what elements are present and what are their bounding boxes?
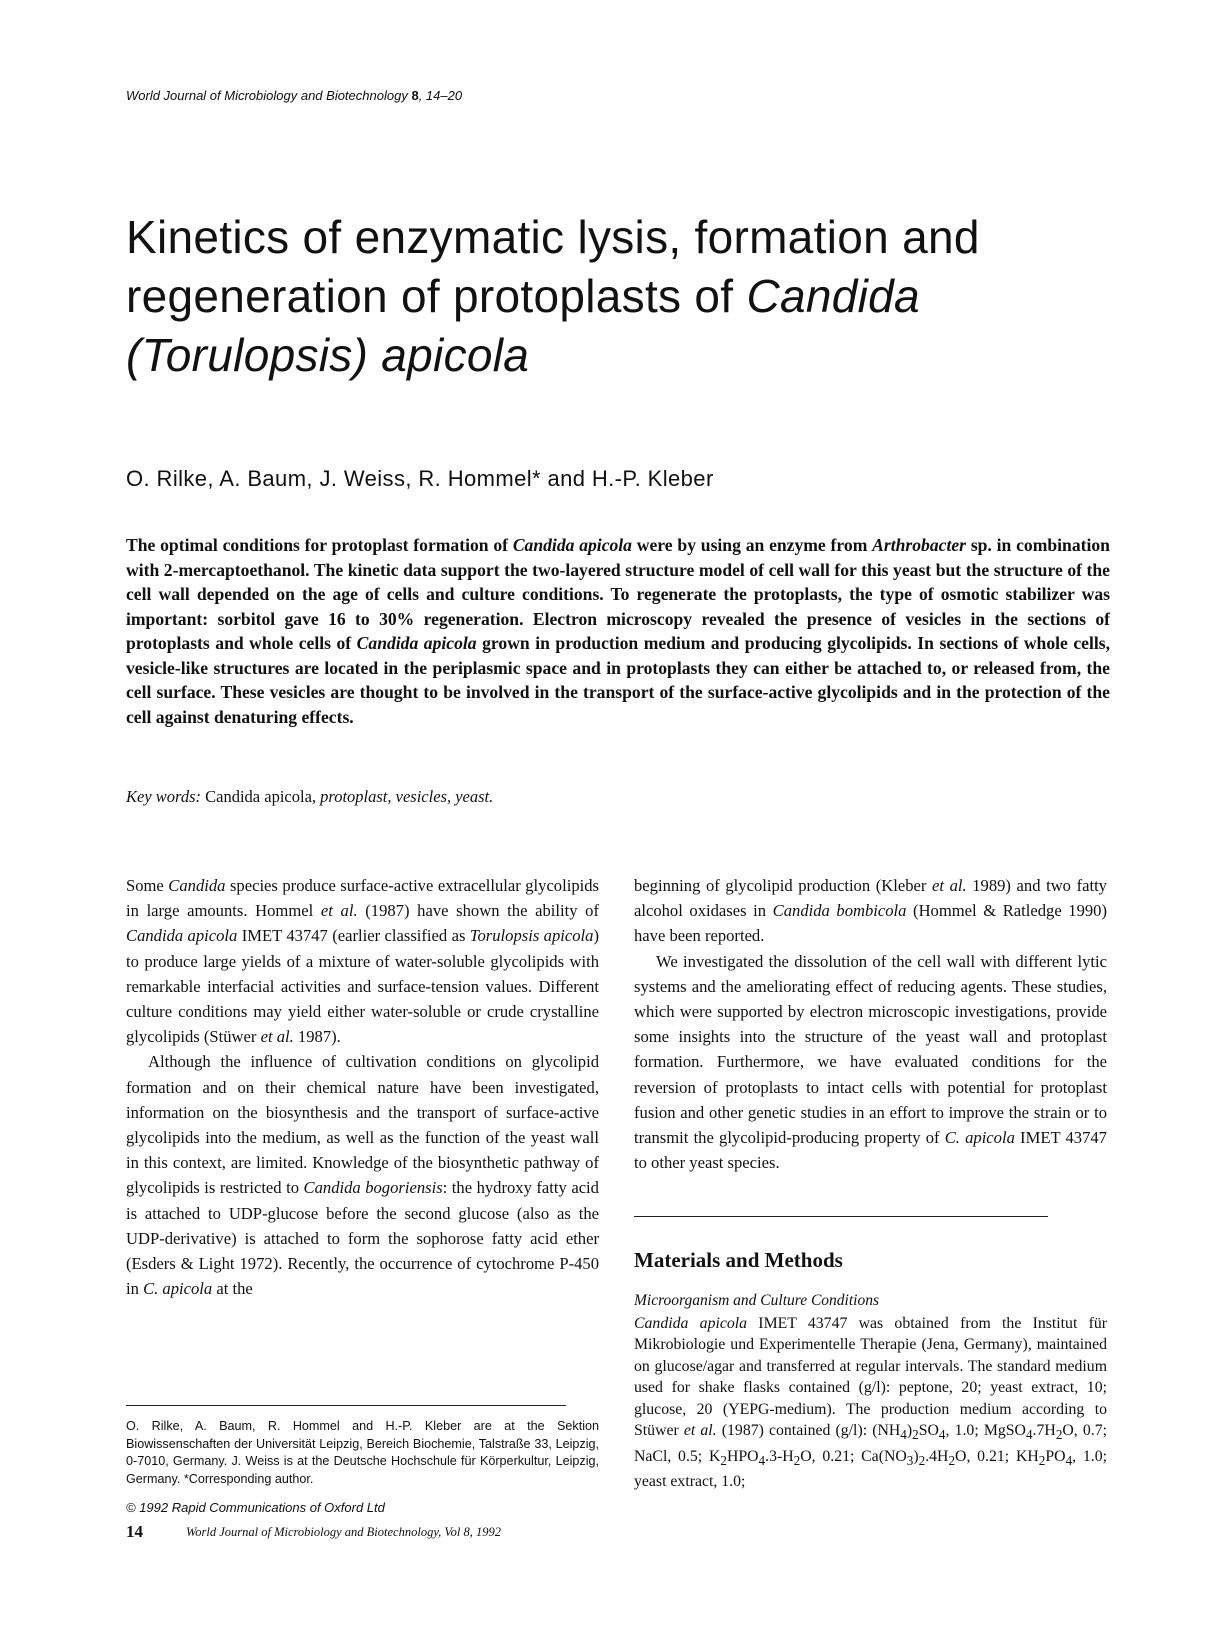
body-column-left — [126, 873, 599, 1301]
footer-journal-line: World Journal of Microbiology and Biotechnology, Vol 8, 1992 — [186, 1525, 502, 1539]
section-divider — [634, 1216, 1048, 1217]
subscript: 2 — [918, 1452, 926, 1468]
subscript: 2 — [793, 1452, 801, 1468]
italic-text: et al. — [320, 901, 358, 921]
text-run: .4H — [925, 1447, 949, 1465]
text-run: beginning of glycolipid production (Kleber — [634, 876, 933, 895]
text-run: IMET 43747 to other yeast species. — [634, 1128, 1107, 1173]
text-run: ) to produce large yields of a mixture of water-soluble glycolipids with remarkable interfacial activities and surface-tension values. Different culture conditions may yield either water-soluble or crude crystalline glycolipids (Stüwer — [126, 926, 599, 1047]
subscript: 4 — [1025, 1427, 1033, 1443]
text-run: O, 0.21; KH — [955, 1447, 1039, 1465]
body-column-right — [634, 873, 1107, 1175]
text-run: sp. in combination with 2-mercaptoethanol. The kinetic data support the two-layered structure model of cell wall for this yeast but the structure of the cell wall depended on the age of cells and culture conditions. To regenerate the protoplasts, the type of osmotic stabilizer was important: sorbitol gave 16 to 30% regeneration. Electron microscopy revealed the presence of vesicles in the sections of protoplasts and whole cells of — [126, 535, 1110, 653]
text-run: SO — [918, 1422, 939, 1440]
subscript: 2 — [912, 1427, 919, 1443]
running-head — [126, 88, 462, 103]
text-run: We investigated the dissolution of the cell wall with different lytic systems and the ameliorating effect of reducing agents. These studies, which were supported by electron microscopic investigations, provide some insights into the structure of the yeast wall and protoplast formation. Furthermore, we have evaluated conditions for the reversion of protoplasts to intact cells with potential for protoplast fusion and other genetic studies in an effort to improve the strain or to transmit the glycolipid-producing property of — [634, 951, 1107, 1148]
methods-paragraph — [634, 1313, 1107, 1493]
body-paragraph — [126, 873, 599, 1049]
subscript: 2 — [948, 1452, 956, 1468]
text-run: Although the influence of cultivation conditions on glycolipid formation and on their chemical nature have been investigated, information on the biosynthesis and the transport of surface-active glycolipids into the medium, as well as the function of the yeast wall in this context, are limited. Knowledge of the biosynthetic pathway of glycolipids is restricted to — [126, 1052, 599, 1198]
text-run: grown in production medium and producing glycolipids. In sections of whole cells, vesicle-like structures are located in the periplasmic space and in protoplasts they can either be attached to, or released from, the cell surface. These vesicles are thought to be involved in the transport of the surface-active glycolipids and in the protection of the cell against denaturing effects. — [126, 633, 1110, 727]
title-line-1: Kinetics of enzymatic lysis, formation and — [126, 211, 980, 263]
text-run: ) — [906, 1422, 913, 1440]
title-line-2: regeneration of protoplasts of — [126, 270, 747, 322]
text-run: : the hydroxy fatty acid is attached to UDP-glucose before the second glucose (also as the UDP-derivative) is attached to form the sophorose fatty acid ether (Esders & Light 1972). Recently, the occurrence of cytochrome P-450 in — [126, 1178, 599, 1299]
subscript: 3 — [906, 1452, 914, 1468]
text-run: O, 0.21; Ca(NO — [800, 1447, 907, 1465]
text-run: Candida apicola, — [201, 787, 321, 806]
text-run: (Hommel & Ratledge 1990) have been reported. — [634, 901, 1107, 946]
body-paragraph — [126, 1049, 599, 1301]
subscript: 4 — [1065, 1452, 1073, 1468]
text-run: 1989) and two fatty alcohol oxidases in — [634, 876, 1107, 921]
text-run: , 1.0; yeast extract, 1.0; — [634, 1447, 1107, 1491]
text-run: IMET 43747 (earlier classified as — [237, 926, 470, 946]
italic-text: Candida bombicola — [772, 901, 907, 921]
italic-text: Candida bogoriensis — [303, 1178, 443, 1198]
italic-text: Arthrobacter — [872, 535, 967, 555]
text-run: HPO — [726, 1447, 759, 1465]
author-affiliation-footnote: O. Rilke, A. Baum, R. Hommel and H.-P. Kleber are at the Sektion Biowissenschaften der Universität Leipzig, Bereich Biochemie, Talstraße 33, Leipzig, 0-7010, Germany. J. Weiss is at the Deutsche Hochschule für Körperkultur, Leipzig, Germany. *Corresponding author. — [126, 1419, 599, 1486]
running-head-volume: 8 — [411, 88, 419, 103]
subscript: 2 — [720, 1452, 727, 1468]
text-run: 1987). — [293, 1027, 341, 1047]
subscript: 4 — [900, 1427, 907, 1443]
abstract — [126, 533, 1110, 729]
italic-text: Candida apicola — [512, 535, 632, 555]
text-run: , 1.0; MgSO — [945, 1422, 1026, 1440]
italic-text: Key words: — [126, 787, 202, 806]
footnote-divider — [126, 1405, 566, 1406]
italic-text: Candida apicola — [356, 633, 477, 653]
italic-text: et al. — [932, 876, 967, 895]
author-list: O. Rilke, A. Baum, J. Weiss, R. Hommel* and H.-P. Kleber — [126, 466, 714, 491]
title-line-2-genus: Candida — [746, 270, 920, 322]
body-paragraph — [634, 949, 1107, 1176]
italic-text: et al. — [260, 1027, 294, 1047]
subscript: 2 — [1055, 1427, 1063, 1443]
text-run: species produce surface-active extracellular glycolipids in large amounts. Hommel — [126, 876, 599, 921]
subscript: 4 — [758, 1452, 766, 1468]
subscript: 2 — [1038, 1452, 1046, 1468]
italic-text: protoplast, vesicles, yeast. — [320, 787, 494, 806]
running-head-journal: World Journal of Microbiology and Biotechnology — [126, 88, 408, 103]
keywords — [126, 787, 493, 807]
italic-text: Candida apicola — [126, 926, 238, 946]
text-run: Some — [126, 876, 169, 895]
text-run: at the — [212, 1279, 253, 1299]
italic-text: C. apicola — [143, 1279, 213, 1299]
copyright-notice: © 1992 Rapid Communications of Oxford Ltd — [126, 1500, 385, 1515]
italic-text: Torulopsis apicola — [469, 926, 594, 946]
text-run: .3-H — [765, 1447, 794, 1465]
text-run: were by using an enzyme from — [631, 535, 873, 555]
article-title — [126, 208, 1106, 385]
text-run: (1987) have shown the ability of — [357, 901, 599, 921]
subsection-heading: Microorganism and Culture Conditions — [634, 1292, 879, 1309]
italic-text: Candida — [168, 876, 226, 895]
section-heading: Materials and Methods — [634, 1248, 843, 1272]
text-run: (1987) contained (g/l): (NH — [716, 1422, 901, 1440]
italic-text: C. apicola — [944, 1128, 1015, 1148]
text-run: O, 0.7; NaCl, 0.5; K — [634, 1422, 1108, 1465]
page-number: 14 — [126, 1522, 143, 1541]
text-run: IMET 43747 was obtained from the Institut für Mikrobiologie und Experimentelle Therapie (Jena, Germany), maintained on glucose/agar and transferred at regular intervals. The standard medium used for shake flasks contained (g/l): peptone, 20; yeast extract, 10; glucose, 20 (YEPG-medium). The production medium according to Stüwer — [634, 1315, 1108, 1440]
text-run: The optimal conditions for protoplast formation of — [126, 535, 513, 555]
text-run: ) — [913, 1447, 919, 1465]
body-paragraph — [634, 873, 1107, 949]
italic-text: et al. — [683, 1422, 717, 1440]
italic-text: Candida apicola — [634, 1315, 748, 1332]
text-run: PO — [1045, 1447, 1066, 1465]
subscript: 4 — [938, 1427, 946, 1443]
title-line-3: (Torulopsis) apicola — [126, 329, 530, 381]
text-run: .7H — [1032, 1422, 1056, 1440]
running-head-pages: , 14–20 — [418, 88, 463, 103]
